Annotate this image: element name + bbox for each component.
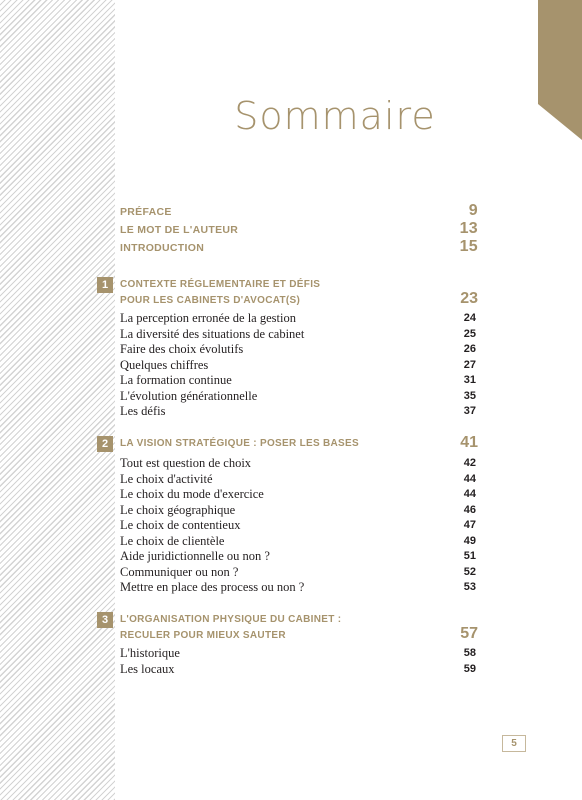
toc-entry-page: 44 bbox=[463, 488, 476, 500]
toc-entry-page: 37 bbox=[463, 405, 476, 417]
toc-introduction-label: INTRODUCTION bbox=[120, 242, 205, 254]
toc-introduction[interactable] bbox=[120, 238, 478, 255]
toc-entry-page: 24 bbox=[463, 312, 476, 324]
toc-entry[interactable] bbox=[120, 404, 478, 420]
chapter-1-title-line2: POUR LES CABINETS D'AVOCAT(S) bbox=[120, 295, 301, 306]
toc-entry-label: La formation continue bbox=[120, 373, 232, 387]
toc-entry[interactable] bbox=[120, 373, 478, 389]
toc-entry[interactable] bbox=[120, 487, 478, 503]
toc-author-note-page: 13 bbox=[459, 220, 478, 237]
chapter-1-page: 23 bbox=[460, 290, 478, 307]
chapter-3-title[interactable] bbox=[120, 612, 478, 644]
toc-entry[interactable] bbox=[120, 311, 478, 327]
toc-entry-page: 53 bbox=[463, 581, 476, 593]
page-title: Sommaire bbox=[234, 94, 436, 138]
toc-entry-page: 58 bbox=[463, 647, 476, 659]
toc-entry-label: Quelques chiffres bbox=[120, 357, 209, 372]
page-number: 5 bbox=[502, 736, 526, 751]
toc-entry-page: 31 bbox=[463, 374, 476, 386]
toc-entry-page: 35 bbox=[463, 389, 476, 402]
toc-entry-label: Le choix géographique bbox=[120, 502, 236, 517]
toc-entry[interactable] bbox=[120, 358, 478, 374]
chapter-2-page: 41 bbox=[460, 434, 478, 451]
toc-entry-label: Le choix de contentieux bbox=[120, 518, 241, 532]
toc-entry-page: 26 bbox=[463, 343, 476, 355]
toc-entry-page: 52 bbox=[463, 565, 476, 578]
toc-preface-page: 9 bbox=[468, 202, 478, 219]
toc-entry-label: Le choix du mode d'exercice bbox=[120, 487, 264, 501]
chapter-1-title[interactable] bbox=[120, 277, 478, 309]
toc-entry[interactable] bbox=[120, 389, 478, 405]
toc-entry[interactable] bbox=[120, 327, 478, 343]
toc-entry[interactable] bbox=[120, 503, 478, 519]
chapter-3-title-line1: L'ORGANISATION PHYSIQUE DU CABINET : bbox=[120, 614, 342, 625]
chapter-1-number: 1 bbox=[97, 277, 113, 293]
toc-author-note[interactable] bbox=[120, 220, 478, 237]
toc-entry[interactable] bbox=[120, 662, 478, 678]
chapter-2-title-line1: LA VISION STRATÉGIQUE : POSER LES BASES bbox=[120, 438, 359, 449]
toc-entry-label: Mettre en place des process ou non ? bbox=[120, 580, 305, 594]
toc-entry-label: Aide juridictionnelle ou non ? bbox=[120, 549, 270, 563]
toc-author-note-label: LE MOT DE L'AUTEUR bbox=[120, 224, 239, 236]
toc-entry-label: La perception erronée de la gestion bbox=[120, 311, 296, 325]
toc-entry-label: Les défis bbox=[120, 404, 166, 418]
folio-rule-bottom bbox=[502, 751, 526, 752]
toc-entry-label: Communiquer ou non ? bbox=[120, 564, 239, 579]
chapter-2-title[interactable] bbox=[120, 436, 478, 452]
toc-entry[interactable] bbox=[120, 342, 478, 358]
toc-entry-page: 59 bbox=[463, 662, 476, 675]
toc-entry[interactable] bbox=[120, 534, 478, 550]
toc-entry[interactable] bbox=[120, 518, 478, 534]
toc-preface[interactable] bbox=[120, 202, 478, 219]
toc-entry[interactable] bbox=[120, 549, 478, 565]
chapter-3-title-line2: RECULER POUR MIEUX SAUTER bbox=[120, 630, 286, 641]
chapter-3-page: 57 bbox=[460, 625, 478, 642]
chapter-3-number: 3 bbox=[97, 612, 113, 628]
toc-entry-page: 27 bbox=[463, 358, 476, 371]
toc-entry-page: 47 bbox=[463, 519, 476, 531]
toc-introduction-page: 15 bbox=[459, 238, 478, 255]
chapter-2-number: 2 bbox=[97, 436, 113, 452]
toc-entry-label: Faire des choix évolutifs bbox=[120, 342, 244, 356]
toc-entry-label: L'historique bbox=[120, 646, 180, 660]
toc-entry-label: Les locaux bbox=[120, 661, 175, 676]
toc-entry[interactable] bbox=[120, 646, 478, 662]
toc-entry-label: Tout est question de choix bbox=[120, 456, 252, 470]
chapter-1-title-line1: CONTEXTE RÉGLEMENTAIRE ET DÉFIS bbox=[120, 279, 321, 290]
toc-entry[interactable] bbox=[120, 565, 478, 581]
toc-entry[interactable] bbox=[120, 580, 478, 596]
toc-entry-label: Le choix de clientèle bbox=[120, 533, 225, 548]
toc-entry-page: 42 bbox=[463, 457, 476, 469]
toc-entry-label: L'évolution générationnelle bbox=[120, 388, 258, 403]
toc-entry[interactable] bbox=[120, 456, 478, 472]
toc-entry[interactable] bbox=[120, 472, 478, 488]
toc-entry-page: 25 bbox=[463, 327, 476, 340]
toc-entry-page: 44 bbox=[463, 472, 476, 485]
toc-entry-page: 46 bbox=[463, 503, 476, 516]
toc-entry-page: 49 bbox=[463, 534, 476, 547]
toc-preface-label: PRÉFACE bbox=[120, 206, 172, 218]
toc-entry-label: La diversité des situations de cabinet bbox=[120, 326, 305, 341]
toc-entry-page: 51 bbox=[463, 550, 476, 562]
toc-entry-label: Le choix d'activité bbox=[120, 471, 213, 486]
